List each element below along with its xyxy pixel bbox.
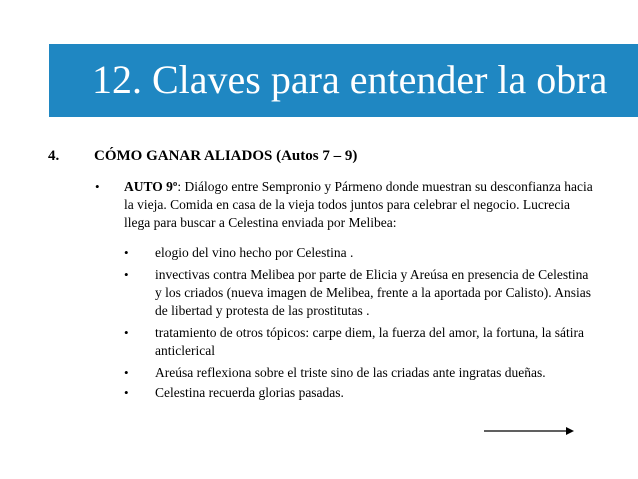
- bullet-symbol: •: [124, 365, 129, 380]
- bullet-symbol: •: [124, 267, 129, 282]
- slide-title: 12. Claves para entender la obra: [92, 57, 608, 102]
- bullet-symbol: •: [124, 385, 129, 400]
- main-bullet-symbol: •: [95, 179, 100, 194]
- list-item-text: tratamiento de otros tópicos: carpe diem, la fuerza del amor, la fortuna, la sátira anticlerical: [155, 325, 585, 358]
- main-bullet-label: AUTO 9º: [124, 179, 178, 194]
- list-item-text: invectivas contra Melibea por parte de Elicia y Areúsa en presencia de Celestina y los criados (nueva imagen de Melibea, frente a la aportada por Calisto). Ansias de libertad y protesta de las prostitutas .: [155, 267, 591, 318]
- list-item: [124, 324, 594, 360]
- list-item-text: Areúsa reflexiona sobre el triste sino de las criadas ante ingratas dueñas.: [155, 365, 546, 380]
- list-item: [124, 384, 594, 402]
- list-item-text: elogio del vino hecho por Celestina .: [155, 245, 354, 260]
- list-item: [124, 244, 594, 262]
- title-bar: [49, 44, 638, 117]
- section-number: 4.: [48, 148, 60, 164]
- bullet-symbol: •: [124, 245, 129, 260]
- main-bullet-body: : Diálogo entre Sempronio y Pármeno donde muestran su desconfianza hacia la vieja. Comida en casa de la vieja todos juntos para celebrar el negocio. Lucrecia llega para buscar a Celestina enviada por Melibea:: [124, 179, 593, 230]
- sub-bullet-list: [124, 244, 594, 402]
- list-item: [124, 266, 594, 320]
- section-title: CÓMO GANAR ALIADOS (Autos 7 – 9): [94, 148, 358, 164]
- right-arrow-icon[interactable]: [484, 424, 574, 438]
- main-bullet-text: [124, 178, 594, 232]
- list-item-text: Celestina recuerda glorias pasadas.: [155, 385, 344, 400]
- bullet-symbol: •: [124, 325, 129, 340]
- list-item: [124, 364, 594, 382]
